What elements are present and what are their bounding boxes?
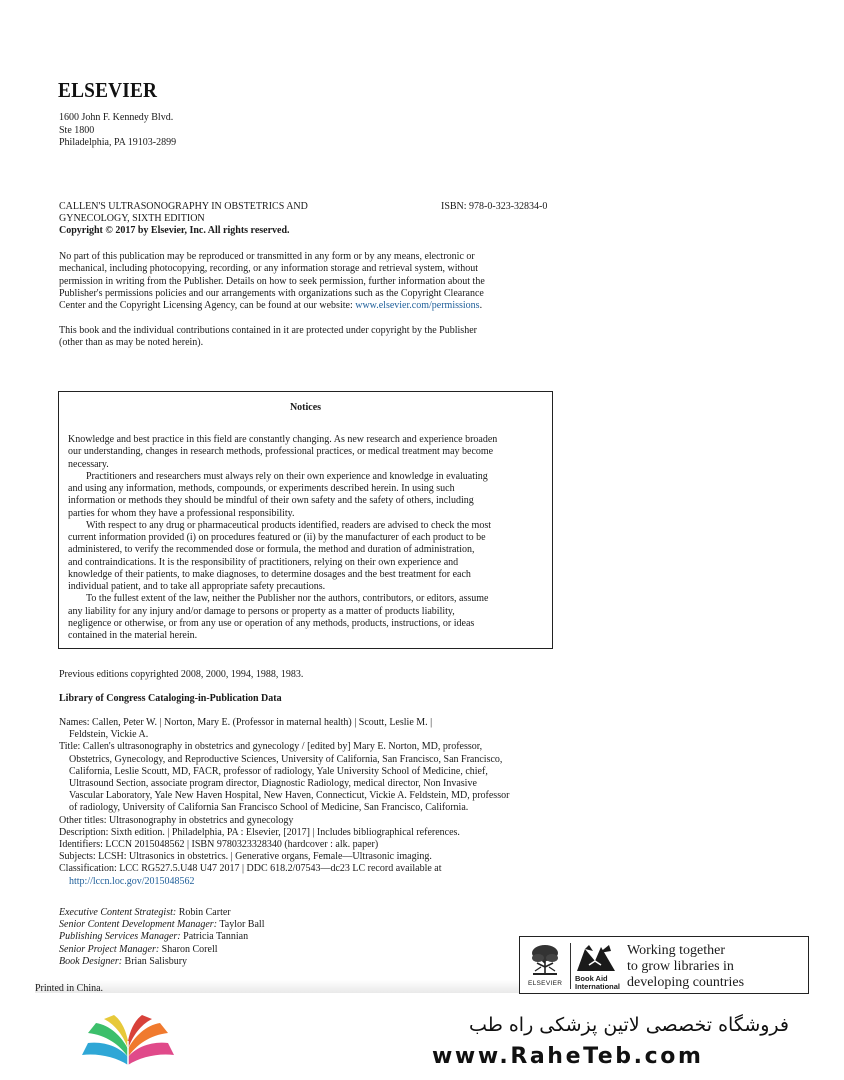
book-aid-label <box>575 975 620 991</box>
elsevier-logo-text: ELSEVIER <box>58 78 158 102</box>
book-title-line: CALLEN'S ULTRASONOGRAPHY IN OBSTETRICS AND <box>59 201 308 212</box>
notices-body <box>68 434 548 642</box>
book-aid-logo-icon <box>575 943 617 973</box>
cip-line: Vascular Laboratory, Yale New Haven Hospital, New Haven, Connecticut, Vickie A. Feldstein, MD, professor <box>69 790 510 802</box>
cip-line: Title: Callen's ultrasonography in obstetrics and gynecology / [edited by] Mary E. Norton, MD, professor, <box>59 741 483 753</box>
credit-name: Taylor Ball <box>217 919 265 931</box>
paragraph-line: Publisher's permissions policies and our arrangements with organizations such as the Copyright Clearance <box>59 287 484 299</box>
notice-line: individual patient, and to take all appropriate safety precautions. <box>68 581 326 592</box>
credit-role: Book Designer: <box>59 955 123 967</box>
slogan-line: developing countries <box>627 975 745 990</box>
paragraph-line: This book and the individual contributions contained in it are protected under copyright by the Publisher <box>59 325 477 336</box>
paragraph-line: (other than as may be noted herein). <box>59 337 204 349</box>
notice-line: negligence or otherwise, or from any use or operation of any methods, products, instructions, or ideas <box>68 617 475 629</box>
cip-data <box>59 717 509 888</box>
notice-line: necessary. <box>68 458 109 470</box>
shop-persian-name: فروشگاه تخصصی لاتین پزشکی راه طب <box>469 1014 789 1036</box>
cip-line: California, Leslie Scoutt, MD, FACR, professor of radiology, Yale University School of Medicine, chief, <box>69 765 488 777</box>
protection-paragraph <box>59 325 559 350</box>
credit-line <box>59 944 264 956</box>
notice-line: our understanding, changes in research methods, professional practices, or medical treatment may become <box>68 446 494 458</box>
paragraph-text: . <box>479 300 483 312</box>
credits <box>59 907 264 968</box>
notice-line: With respect to any drug or pharmaceutical products identified, readers are advised to check the most <box>86 519 491 531</box>
credit-name: Patricia Tannian <box>180 931 249 943</box>
publisher-address <box>59 112 176 150</box>
shop-book-logo-icon <box>78 1013 178 1069</box>
notice-line: and using any information, methods, compounds, or experiments described herein. In using such <box>68 483 455 494</box>
printed-in: Printed in China. <box>35 983 104 994</box>
notice-line: and contraindications. It is the responsibility of practitioners, relying on their own experience and <box>68 556 459 568</box>
book-aid-label-line: International <box>575 982 621 991</box>
notice-line: parties for whom they have a professional responsibility. <box>68 507 295 519</box>
permissions-paragraph <box>59 251 559 312</box>
cip-heading: Library of Congress Cataloging-in-Publication Data <box>59 693 282 704</box>
cip-line: Obstetrics, Gynecology, and Reproductive Sciences, University of California, San Francisco, San Francisco, <box>69 753 503 765</box>
credit-role: Executive Content Strategist: <box>59 907 177 918</box>
notice-line: Knowledge and best practice in this field are constantly changing. As new research and experience broaden <box>68 434 498 445</box>
notice-line: information or methods they should be mindful of their own safety and the safety of others, including <box>68 495 474 507</box>
notices-box <box>58 391 553 649</box>
paragraph-line: No part of this publication may be reproduced or transmitted in any form or by any means, electronic or <box>59 251 475 262</box>
credit-line <box>59 956 264 968</box>
credit-line <box>59 907 264 919</box>
address-line: 1600 John F. Kennedy Blvd. <box>59 112 174 123</box>
paragraph-text: Center and the Copyright Licensing Agency, can be found at our website: <box>59 300 356 312</box>
book-title-line: GYNECOLOGY, SIXTH EDITION <box>59 213 205 225</box>
previous-editions: Previous editions copyrighted 2008, 2000, 1994, 1988, 1983. <box>59 669 304 680</box>
cip-line: Subjects: LCSH: Ultrasonics in obstetrics. | Generative organs, Female—Ultrasonic imaging. <box>59 851 432 863</box>
address-line: Philadelphia, PA 19103-2899 <box>59 137 177 149</box>
slogan-line: Working together <box>627 943 726 958</box>
cip-line: Classification: LCC RG527.5.U48 U47 2017 | DDC 618.2/07543—dc23 LC record available at <box>59 863 442 875</box>
shop-url[interactable]: www.RaheTeb.com <box>432 1044 704 1069</box>
notice-line: current information provided (i) on procedures featured or (ii) by the manufacturer of each product to be <box>68 532 486 543</box>
credit-role: Senior Project Manager: <box>59 943 160 955</box>
credit-line <box>59 931 264 943</box>
notice-line: any liability for any injury and/or damage to persons or property as a matter of products liability, <box>68 605 455 617</box>
notice-line: administered, to verify the recommended dose or formula, the method and duration of administration, <box>68 544 475 556</box>
notice-line: knowledge of their patients, to make diagnoses, to determine dosages and the best treatment for each <box>68 568 471 580</box>
divider <box>570 943 571 989</box>
permissions-link[interactable]: www.elsevier.com/permissions <box>355 300 480 312</box>
elsevier-tree-icon <box>529 943 561 977</box>
paragraph-line: permission in writing from the Publisher. Details on how to seek permission, further information about the <box>59 275 485 287</box>
book-aid-box <box>519 936 809 994</box>
book-title-block <box>59 201 419 238</box>
isbn: ISBN: 978-0-323-32834-0 <box>441 201 548 212</box>
book-aid-label-line: Book Aid <box>575 974 608 983</box>
cip-line: Ultrasound Section, associate program director, Diagnostic Radiology, medical director, Non Invasive <box>69 778 477 790</box>
elsevier-label: ELSEVIER <box>528 980 563 987</box>
address-line: Ste 1800 <box>59 124 95 136</box>
cip-line: Description: Sixth edition. | Philadelphia, PA : Elsevier, [2017] | Includes bibliographical references. <box>59 826 460 838</box>
notice-line: Practitioners and researchers must always rely on their own experience and knowledge in evaluating <box>86 470 488 482</box>
credit-role: Senior Content Development Manager: <box>59 919 218 931</box>
book-aid-slogan <box>627 943 744 991</box>
credit-name: Robin Carter <box>176 907 231 918</box>
lccn-record-link[interactable]: http://lccn.loc.gov/2015048562 <box>69 875 195 887</box>
paragraph-line <box>59 300 559 312</box>
credit-line <box>59 919 264 931</box>
slogan-line: to grow libraries in <box>627 959 734 974</box>
cip-line: Feldstein, Vickie A. <box>69 729 149 741</box>
credit-name: Brian Salisbury <box>122 955 188 967</box>
cip-line: of radiology, University of California San Francisco School of Medicine, San Francisco, California. <box>69 802 469 814</box>
notice-line: contained in the material herein. <box>68 630 198 641</box>
cip-line: Names: Callen, Peter W. | Norton, Mary E. (Professor in maternal health) | Scoutt, Leslie M. | <box>59 717 433 728</box>
copyright-line: Copyright © 2017 by Elsevier, Inc. All rights reserved. <box>59 225 290 237</box>
credit-role: Publishing Services Manager: <box>59 931 181 943</box>
cip-line: Other titles: Ultrasonography in obstetrics and gynecology <box>59 814 294 826</box>
paragraph-line: mechanical, including photocopying, recording, or any information storage and retrieval system, without <box>59 263 479 275</box>
notices-title: Notices <box>289 402 322 413</box>
cip-line: Identifiers: LCCN 2015048562 | ISBN 9780323328340 (hardcover : alk. paper) <box>59 839 379 851</box>
credit-name: Sharon Corell <box>159 943 218 955</box>
notice-line: To the fullest extent of the law, neither the Publisher nor the authors, contributors, or editors, assume <box>86 593 489 605</box>
